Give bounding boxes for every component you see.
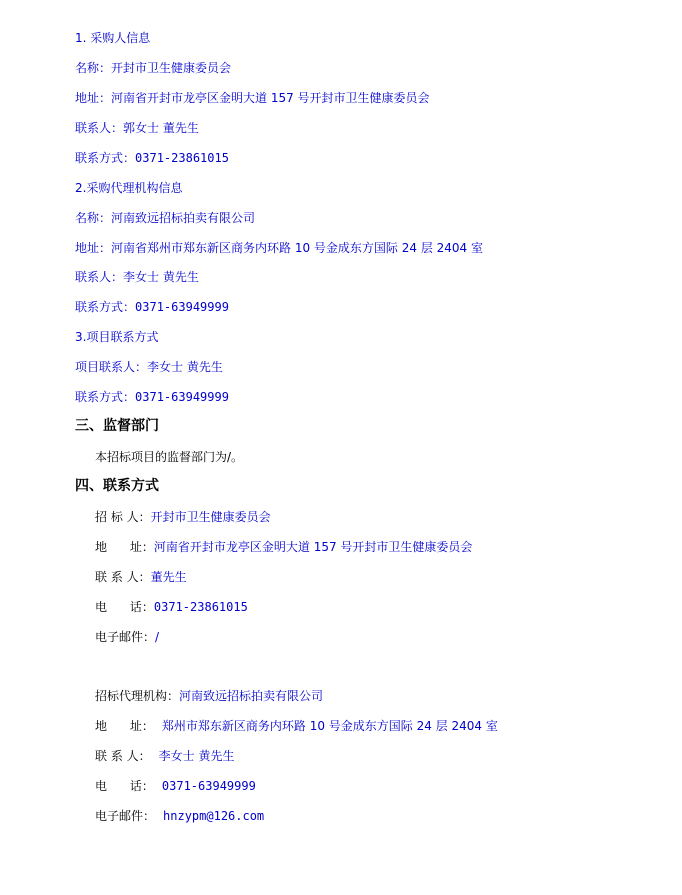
agency-address-value: 河南省郑州市郑东新区商务内环路 10 号金成东方国际 24 层 2404 室 <box>111 241 483 255</box>
tenderer-phone-label: 电 话： <box>95 600 154 614</box>
purchaser-contact <box>75 120 199 136</box>
agent-contact-value: 李女士 黄先生 <box>158 749 235 763</box>
purchaser-name-label: 名称： <box>75 61 112 75</box>
agent-contact-label: 联 系 人： <box>95 749 151 763</box>
project-phone-label: 联系方式： <box>75 390 136 404</box>
project-contact-value: 李女士 黄先生 <box>147 360 223 374</box>
agent-address-label: 地 址： <box>95 719 154 733</box>
agent-address <box>95 718 498 734</box>
contact-heading: 四、联系方式 <box>75 478 159 494</box>
agent-name-label: 招标代理机构： <box>95 689 180 703</box>
agency-contact <box>75 269 199 285</box>
agent-email-value: hnzypm@126.com <box>163 809 265 823</box>
agency-phone-value: 0371-63949999 <box>135 300 229 314</box>
purchaser-address-label: 地址： <box>75 91 112 105</box>
agency-name-label: 名称： <box>75 211 112 225</box>
tenderer-contact-label: 联 系 人： <box>95 570 151 584</box>
agency-heading: 2.采购代理机构信息 <box>75 181 183 195</box>
project-phone <box>75 389 229 405</box>
purchaser-address-value: 河南省开封市龙亭区金明大道 157 号开封市卫生健康委员会 <box>111 91 430 105</box>
agent-contact <box>95 748 234 764</box>
tenderer-address-value: 河南省开封市龙亭区金明大道 157 号开封市卫生健康委员会 <box>153 540 473 554</box>
project-heading: 3.项目联系方式 <box>75 330 159 344</box>
project-contact-label: 项目联系人： <box>75 360 148 374</box>
purchaser-heading: 1. 采购人信息 <box>75 31 151 45</box>
agent-address-value: 郑州市郑东新区商务内环路 10 号金成东方国际 24 层 2404 室 <box>161 719 498 733</box>
agent-phone-label: 电 话： <box>95 779 154 793</box>
tenderer-name-value: 开封市卫生健康委员会 <box>150 510 271 524</box>
purchaser-phone <box>75 150 229 166</box>
tenderer-address-label: 地 址： <box>95 540 154 554</box>
agency-address-label: 地址： <box>75 241 112 255</box>
purchaser-contact-value: 郭女士 董先生 <box>123 121 199 135</box>
supervision-heading: 三、监督部门 <box>75 418 159 434</box>
agency-name <box>75 210 255 226</box>
agency-address <box>75 240 483 256</box>
agent-phone-value: 0371-63949999 <box>161 779 256 793</box>
agent-email <box>95 808 264 824</box>
agent-name-value: 河南致远招标拍卖有限公司 <box>179 689 324 703</box>
purchaser-address <box>75 90 430 106</box>
tenderer-email-value: / <box>155 630 160 644</box>
project-contact <box>75 359 223 375</box>
agency-contact-label: 联系人： <box>75 270 124 284</box>
project-phone-value: 0371-63949999 <box>135 390 229 404</box>
tenderer-name-label: 招 标 人： <box>95 510 151 524</box>
agency-contact-value: 李女士 黄先生 <box>123 270 199 284</box>
purchaser-name-value: 开封市卫生健康委员会 <box>111 61 232 75</box>
tenderer-email <box>95 629 159 645</box>
tenderer-name <box>95 509 271 525</box>
tenderer-contact <box>95 569 187 585</box>
agent-name <box>95 688 323 704</box>
agent-phone <box>95 778 256 794</box>
supervision-text: 本招标项目的监督部门为/。 <box>95 450 244 464</box>
purchaser-phone-label: 联系方式： <box>75 151 136 165</box>
agency-name-value: 河南致远招标拍卖有限公司 <box>111 211 256 225</box>
tenderer-contact-value: 董先生 <box>150 570 187 584</box>
tenderer-phone-value: 0371-23861015 <box>153 600 248 614</box>
tenderer-address <box>95 539 472 555</box>
purchaser-name <box>75 60 231 76</box>
purchaser-phone-value: 0371-23861015 <box>135 151 229 165</box>
agency-phone-label: 联系方式： <box>75 300 136 314</box>
agency-phone <box>75 299 229 315</box>
tenderer-phone <box>95 599 248 615</box>
tenderer-email-label: 电子邮件： <box>95 630 156 644</box>
agent-email-label: 电子邮件： <box>95 809 156 823</box>
purchaser-contact-label: 联系人： <box>75 121 124 135</box>
